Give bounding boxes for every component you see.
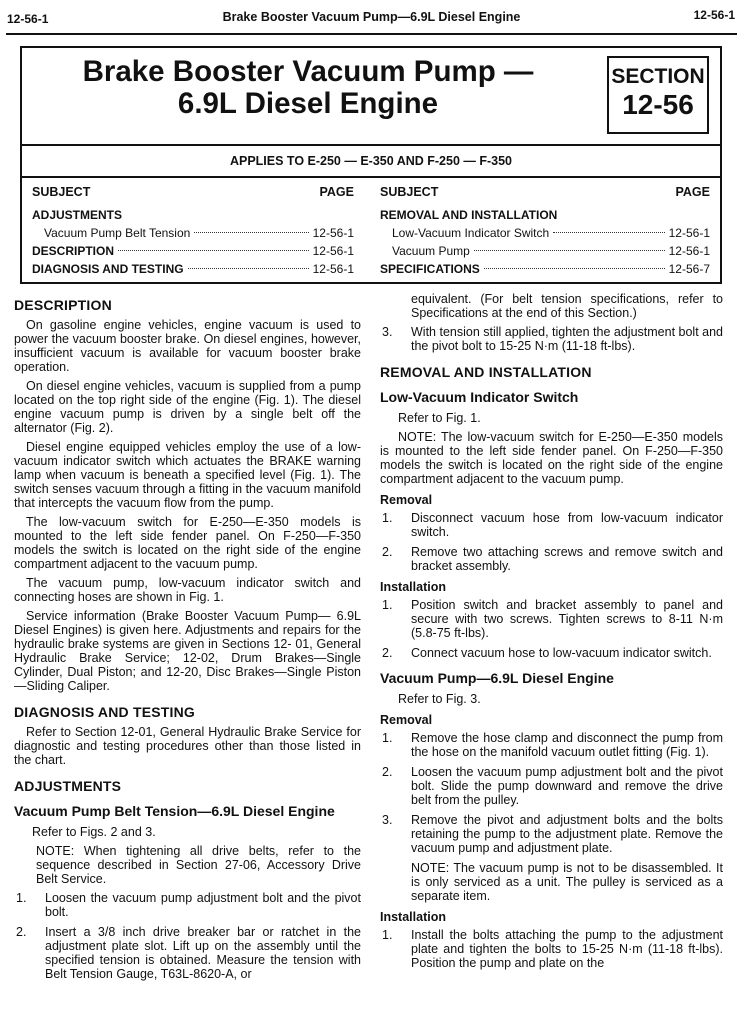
toc-left-column [32, 182, 354, 278]
toc-entry-label: ADJUSTMENTS [32, 208, 123, 222]
toc-entry[interactable] [380, 206, 710, 224]
right-column [380, 292, 723, 976]
toc-entry[interactable] [380, 242, 710, 260]
removal-installation-heading: REMOVAL AND INSTALLATION [380, 364, 592, 380]
toc-entry-page: 12-56-1 [312, 226, 354, 240]
section-label: SECTION [611, 65, 705, 88]
refer-text: Refer to Fig. 3. [398, 692, 481, 706]
step-text: Install the bolts attaching the pump to the adjustment plate and tighten the bolts to 15-25 N·m (11-18 ft-lbs). Position the pump and plate on the [411, 928, 723, 970]
procedure-step [380, 646, 723, 660]
belt-tension-heading: Vacuum Pump Belt Tension—6.9L Diesel Engine [14, 803, 335, 819]
title-box [20, 46, 722, 146]
step-number: 2. [382, 765, 393, 779]
toc-entry-label: REMOVAL AND INSTALLATION [380, 208, 558, 222]
installation-subheading: Installation [380, 910, 446, 924]
toc-entry-label: DIAGNOSIS AND TESTING [32, 262, 184, 276]
step-number: 1. [382, 731, 393, 745]
step-text: Loosen the vacuum pump adjustment bolt and the pivot bolt. Slide the pump downward and remove the drive belt from the pulley. [411, 765, 723, 807]
step-number: 1. [382, 928, 393, 942]
step-number: 1. [382, 511, 393, 525]
removal-subheading: Removal [380, 493, 433, 507]
description-heading: DESCRIPTION [14, 297, 112, 313]
step-text: Loosen the vacuum pump adjustment bolt and the pivot bolt. [45, 891, 361, 919]
toc-entry-page: 12-56-1 [668, 226, 710, 240]
header-rule [6, 33, 737, 35]
toc-entry[interactable] [380, 260, 710, 278]
step-text: Disconnect vacuum hose from low-vacuum indicator switch. [411, 511, 723, 539]
toc-header [380, 182, 710, 206]
step-text: With tension still applied, tighten the adjustment bolt and the pivot bolt to 15-25 N·m (11-18 ft-lbs). [411, 325, 723, 353]
step-number: 2. [16, 925, 27, 939]
step-text: Remove the hose clamp and disconnect the pump from the hose on the manifold vacuum outlet fitting (Fig. 1). [411, 731, 723, 759]
procedure-step [380, 325, 723, 353]
section-number: 12-56 [622, 89, 694, 120]
toc-entry-label: SPECIFICATIONS [380, 262, 480, 276]
left-column [14, 298, 361, 987]
procedure-step [380, 511, 723, 539]
procedure-step [380, 765, 723, 807]
page-title [28, 56, 588, 120]
toc-entry-label: Vacuum Pump [392, 244, 470, 258]
toc-entry-page: 12-56-1 [312, 244, 354, 258]
page-number-right: 12-56-1 [693, 8, 735, 22]
toc-page-header: PAGE [319, 185, 354, 199]
paragraph: Refer to Section 12-01, General Hydraulic Brake Service for diagnostic and testing procedures other than those listed in the chart. [14, 725, 361, 767]
step-number: 3. [382, 813, 393, 827]
switch-heading: Low-Vacuum Indicator Switch [380, 389, 579, 405]
toc-right-column [380, 182, 710, 278]
refer-text: Refer to Figs. 2 and 3. [32, 825, 156, 839]
toc-entry-page: 12-56-1 [668, 244, 710, 258]
leader-dots [118, 250, 309, 251]
toc-subject-header: SUBJECT [380, 185, 439, 199]
running-header [0, 6, 743, 28]
procedure-step [14, 891, 361, 919]
leader-dots [484, 268, 665, 269]
step-text: Insert a 3/8 inch drive breaker bar or ratchet in the adjustment plate slot. Lift up on the assembly until the specified tension is obtained. Measure the tension with Belt Tension Gauge, T63L-8620-A, or [45, 925, 361, 981]
step-text: Remove the pivot and adjustment bolts and the bolts retaining the pump to the adjustment plate. Remove the vacuum pump and adjustment plate. [411, 813, 723, 855]
paragraph: The low-vacuum switch for E-250—E-350 models is mounted to the left side fender panel. On F-250—F-350 models the switch is located on the right side of the engine compartment adjacent to the vacuum pump. [14, 515, 361, 571]
procedure-step [380, 545, 723, 573]
leader-dots [474, 250, 665, 251]
toc-entry[interactable] [32, 224, 354, 242]
paragraph: Service information (Brake Booster Vacuum Pump— 6.9L Diesel Engines) is given here. Adjustments and repairs for the hydraulic brake systems are given in Sections 12- 01, General Hydraulic Brake Service; 12-02, Drum Brakes—Single Cylinder, Dual Piston; and 12-20, Disc Brakes—Single Piston—Sliding Caliper. [14, 609, 361, 693]
paragraph: Diesel engine equipped vehicles employ the use of a low-vacuum indicator switch which actuates the BRAKE warning lamp when vacuum is beneath a specified level (Fig. 1). The switch senses vacuum through a fitting in the vacuum manifold that intercepts the vacuum flow from the pump. [14, 440, 361, 510]
step-number: 3. [382, 325, 393, 339]
adjustments-heading: ADJUSTMENTS [14, 778, 122, 794]
step-text: Remove two attaching screws and remove switch and bracket assembly. [411, 545, 723, 573]
toc-entry[interactable] [32, 242, 354, 260]
step-continuation: equivalent. (For belt tension specifications, refer to Specifications at the end of this Section.) [411, 292, 723, 320]
refer-text: Refer to Fig. 1. [398, 411, 481, 425]
toc-page-header: PAGE [675, 185, 710, 199]
toc-entry-label: DESCRIPTION [32, 244, 115, 258]
procedure-step [380, 813, 723, 855]
step-number: 2. [382, 545, 393, 559]
toc-entry[interactable] [32, 206, 354, 224]
title-line-2: 6.9L Diesel Engine [177, 87, 439, 120]
step-number: 1. [382, 598, 393, 612]
toc-header [32, 182, 354, 206]
paragraph: On gasoline engine vehicles, engine vacuum is used to power the vacuum booster brake. On diesel engines, however, insufficient vacuum is available for vacuum booster brake operation. [14, 318, 361, 374]
table-of-contents [20, 176, 722, 284]
running-title: Brake Booster Vacuum Pump—6.9L Diesel Engine [222, 10, 521, 24]
installation-subheading: Installation [380, 580, 446, 594]
procedure-step [380, 731, 723, 759]
note: NOTE: The low-vacuum switch for E-250—E-350 models is mounted to the left side fender panel. On F-250—F-350 models the switch is located on the right side of the engine compartment adjacent to the vacuum pump. [380, 430, 723, 486]
leader-dots [553, 232, 664, 233]
leader-dots [188, 268, 309, 269]
note: NOTE: When tightening all drive belts, refer to the sequence described in Section 27-06, Accessory Drive Belt Service. [36, 844, 361, 886]
step-number: 1. [16, 891, 27, 905]
paragraph: The vacuum pump, low-vacuum indicator switch and connecting hoses are shown in Fig. 1. [14, 576, 361, 604]
step-text: Connect vacuum hose to low-vacuum indicator switch. [411, 646, 712, 660]
section-box [607, 56, 709, 134]
procedure-step [14, 925, 361, 981]
toc-entry[interactable] [32, 260, 354, 278]
page-number-left: 12-56-1 [7, 12, 49, 26]
vacuum-pump-heading: Vacuum Pump—6.9L Diesel Engine [380, 670, 614, 686]
title-line-1: Brake Booster Vacuum Pump — [82, 55, 534, 88]
toc-entry-page: 12-56-1 [312, 262, 354, 276]
paragraph: On diesel engine vehicles, vacuum is supplied from a pump located on the top right side of the engine (Fig. 1). The diesel engine vacuum pump is driven by a single belt off the alternator (Fig. 2). [14, 379, 361, 435]
procedure-step [380, 598, 723, 640]
diagnosis-heading: DIAGNOSIS AND TESTING [14, 704, 196, 720]
procedure-step [380, 928, 723, 970]
applies-to: APPLIES TO E-250 — E-350 AND F-250 — F-350 [20, 146, 722, 176]
removal-subheading: Removal [380, 713, 433, 727]
toc-entry-page: 12-56-7 [668, 262, 710, 276]
toc-entry-label: Vacuum Pump Belt Tension [44, 226, 191, 240]
toc-entry[interactable] [380, 224, 710, 242]
toc-subject-header: SUBJECT [32, 185, 91, 199]
step-text: Position switch and bracket assembly to panel and secure with two screws. Tighten screws to 8-11 N·m (5.8-75 ft-lbs). [411, 598, 723, 640]
note: NOTE: The vacuum pump is not to be disassembled. It is only serviced as a unit. The pulley is serviced as a separate item. [411, 861, 723, 903]
leader-dots [194, 232, 308, 233]
step-number: 2. [382, 646, 393, 660]
toc-entry-label: Low-Vacuum Indicator Switch [392, 226, 550, 240]
